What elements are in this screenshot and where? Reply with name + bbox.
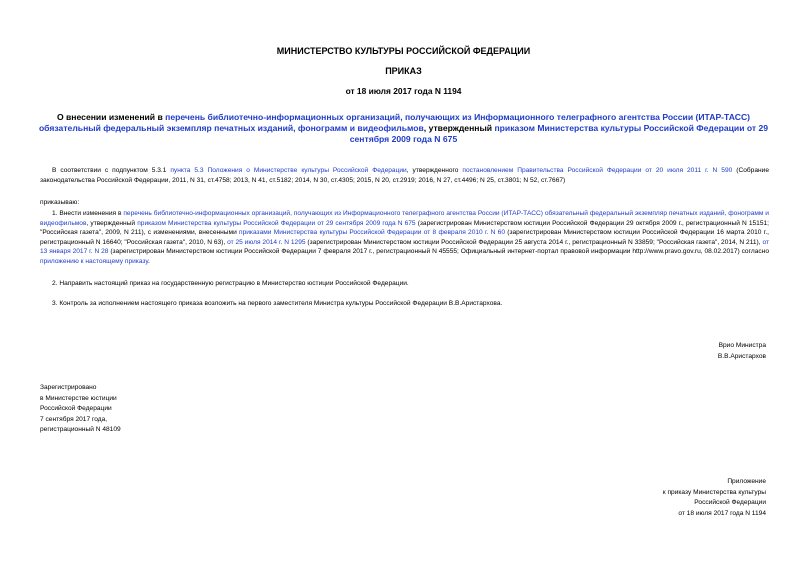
title-link-order[interactable]: приказом Министерства культуры Российской Федерации от 29 сентября 2009 года N 675 [349,123,769,144]
registration-line-1: Зарегистрировано [40,384,97,391]
registration-line-4: 7 сентября 2017 года, [40,415,108,423]
title-link-list[interactable]: перечень библиотечно-информационных организаций, получающих из Информационного телеграфного агентства России (ИТАР-ТАСС) обязательный федеральный экземпляр печатных изданий, фонограмм и видеофильмов [38,112,751,133]
item1-text-i: (зарегистрирован Министерством юстиции Российской Федерации 25 августа 2014 г., регистрационный N 33859; "Российская газета", 2014, N 211), [305,238,763,246]
item1-text-k: (зарегистрирован Министерством юстиции Российской Федерации 7 февраля 2017 г., регистрационный N 45555; Официальный интернет-портал правовой информации http://www.pravo.gov.ru, 08.02.2017) согласно [108,248,769,256]
item1-text-g: (зарегистрирован Министерством юстиции Российской Федерации 16 марта 2010 г., регистрационный N 16640; "Российская газета", 2010, N 63), [40,229,769,246]
item1-text-a: 1. Внести изменения в [52,210,124,217]
item1-link-order-675[interactable]: приказом Министерства культуры Российской Федерации от 29 сентября 2009 года N 675 [137,219,416,227]
signature-position: Врио Министра [718,342,766,349]
signature-block [718,341,766,362]
item1-link-appendix[interactable]: приложению к настоящему приказу [40,257,149,265]
doc-type-heading: ПРИКАЗ [385,66,422,76]
preamble-text-e: (Собрание законодательства Российской Федерации, 2011, N 31, ст.4758; 2013, N 41, ст.5182; 2014, N 30, ст.4305; 2015, N 20, ст.2919; 2016, N 27, ст.4496; N 25, ст.3801; N 52, ст.7667) [40,167,769,184]
preamble-link-regulation[interactable]: пункта 5.3 Положения о Министерстве культуры Российской Федерации [170,167,407,174]
preamble-link-resolution[interactable]: постановлением Правительства Российской Федерации от 20 июля 2011 г. N 590 [462,167,733,174]
preamble-text-a: В соответствии с подпунктом 5.3.1 [52,167,171,174]
registration-line-5: регистрационный N 48109 [40,426,121,434]
item1-text-e: (зарегистрирован Министерством юстиции Российской Федерации 29 октября 2009 г., регистрационный N 15151; "Российская газета", 2009, N 211), с изменениями, внесенными [40,219,769,237]
registration-block [40,383,121,436]
date-number-heading: от 18 июля 2017 года N 1194 [345,86,462,96]
item1-link-list[interactable]: перечень библиотечно-информационных организаций, получающих из Информационного телеграфного агентства России (ИТАР-ТАСС) обязательный федеральный экземпляр печатных изданий, фонограмм и видеофильмов [40,210,769,227]
appendix-line-2: к приказу Министерства культуры [662,488,766,496]
appendix-line-4: от 18 июля 2017 года N 1194 [678,509,766,517]
registration-line-2: в Министерстве юстиции [40,394,117,402]
item1-text-c: , утвержденный [86,219,138,227]
paragraph-item-3: 3. Контроль за исполнением настоящего приказа возложить на первого заместителя Министра культуры Российской Федерации В.В.Аристархова. [52,300,503,307]
item1-link-order-60[interactable]: приказами Министерства культуры Российской Федерации от 8 февраля 2010 г. N 60 [239,229,506,237]
preamble-text-c: , утвержденного [406,167,463,174]
registration-line-3: Российской Федерации [40,405,112,413]
title-text-2: , утвержденный [423,123,495,133]
signature-name: В.В.Аристархов [717,352,766,360]
ministry-heading: МИНИСТЕРСТВО КУЛЬТУРЫ РОССИЙСКОЙ ФЕДЕРАЦИИ [276,46,531,56]
appendix-block [663,477,766,519]
item1-link-order-1295[interactable]: от 25 июля 2014 г. N 1295 [227,238,306,246]
appendix-line-3: Российской Федерации [694,499,766,507]
item1-link-order-28[interactable]: от 13 января 2017 г. N 28 [40,238,769,256]
item1-text-m: . [148,257,150,265]
document-title [38,112,769,145]
paragraph-item-2: 2. Направить настоящий приказ на государственную регистрацию в Министерство юстиции Российской Федерации. [52,280,409,287]
paragraph-item-1 [40,209,769,267]
appendix-line-1: Приложение [727,478,766,485]
title-text-1: О внесении изменений в [56,112,166,122]
paragraph-preamble [40,166,769,185]
paragraph-order-word: приказываю: [40,199,80,206]
